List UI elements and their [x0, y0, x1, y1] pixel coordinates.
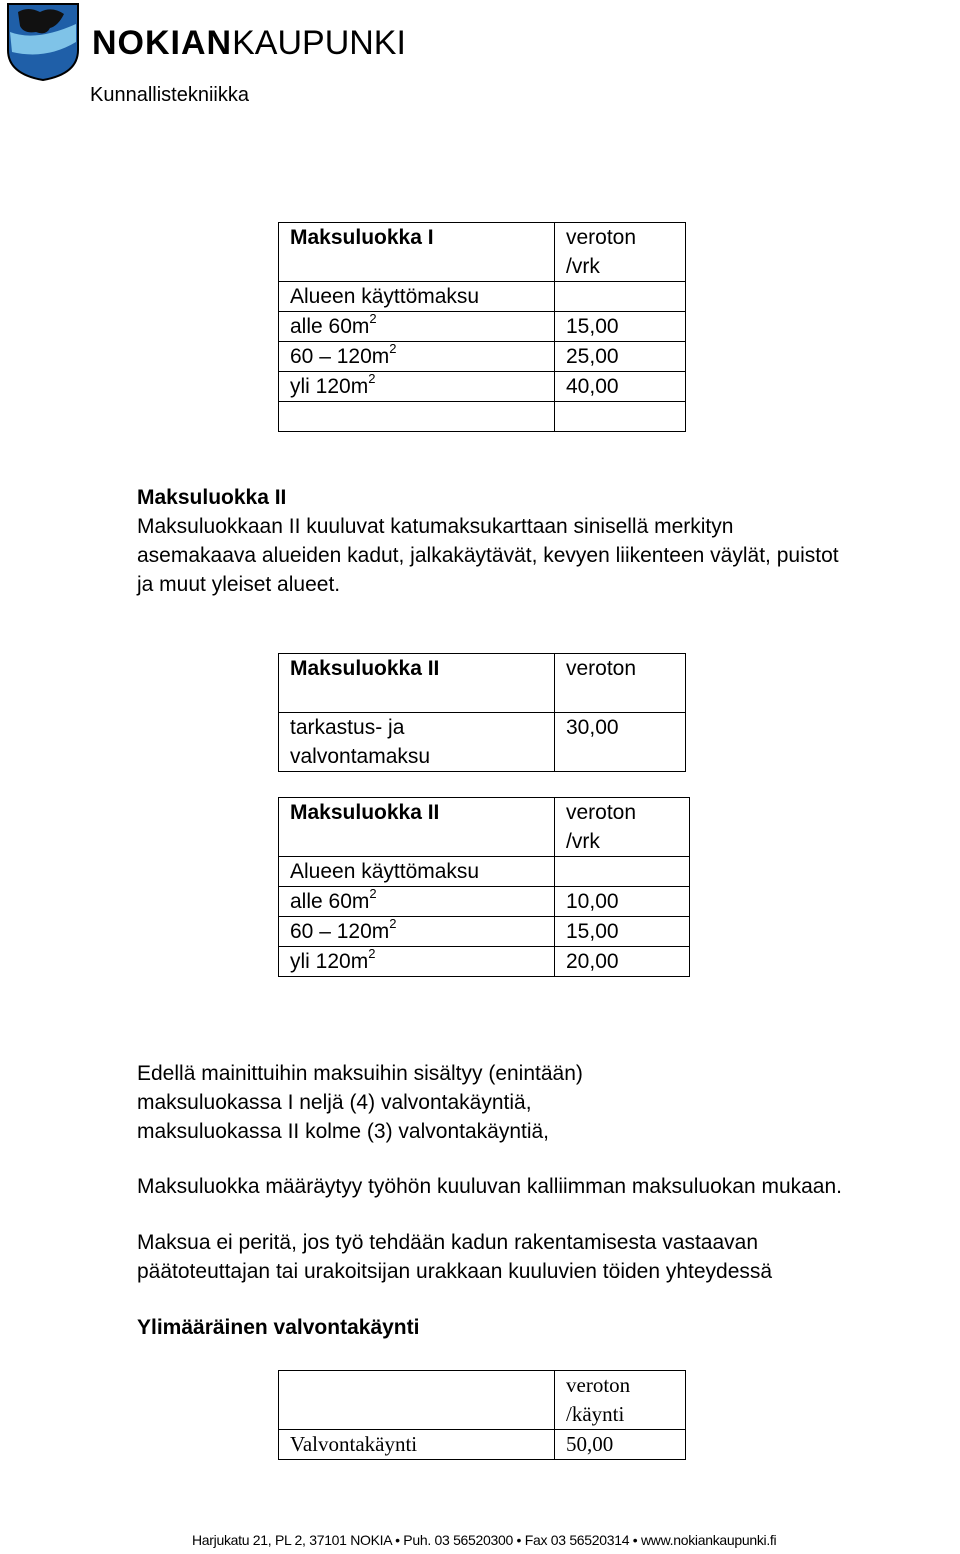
unit-cell: veroton /käynti [555, 1371, 686, 1430]
class-2-description [137, 483, 839, 599]
row-label: Alueen käyttömaksu [279, 857, 555, 887]
fee-table-class-2 [278, 797, 690, 977]
text-line: ja muut yleiset alueet. [137, 573, 341, 596]
included-visits-note [137, 1059, 583, 1146]
city-logo [6, 2, 406, 82]
empty-cell [279, 1371, 555, 1430]
exception-note [137, 1228, 772, 1286]
empty-cell [555, 857, 690, 887]
inspection-fee-table [278, 653, 686, 772]
empty-row [279, 402, 686, 432]
text-line: maksuluokassa I neljä (4) valvontakäyntiä, [137, 1091, 532, 1114]
table-row: yli $120m^2$ 20,00 [279, 947, 690, 977]
row-label: tarkastus- ja valvontamaksu [279, 713, 555, 772]
extra-visit-table [278, 1370, 686, 1460]
table-title: Maksuluokka II [279, 798, 555, 857]
footer-contact: Harjukatu 21, PL 2, 37101 NOKIA • Puh. 03 56520300 • Fax 03 56520314 • www.nokiankaupunki.fi [192, 1532, 777, 1548]
logo-text-light: KAUPUNKI [232, 24, 406, 62]
unit-cell: veroton /vrk [555, 798, 690, 857]
text-line: Maksua ei peritä, jos työ tehdään kadun rakentamisesta vastaavan [137, 1231, 759, 1254]
extra-visit-heading: Ylimääräinen valvontakäynti [137, 1316, 420, 1339]
class-2-heading: Maksuluokka II [137, 486, 287, 509]
text-line: päätoteuttajan tai urakoitsijan urakkaan kuuluvien töiden yhteydessä [137, 1260, 773, 1283]
table-row: yli $120m^2$ 40,00 [279, 372, 686, 402]
logo-text-bold: NOKIAN [92, 24, 233, 62]
text-line: asemakaava alueiden kadut, jalkakäytävät, kevyen liikenteen väylät, puistot [137, 544, 839, 567]
table-row: alle $60m^2$ 10,00 [279, 887, 690, 917]
table-title: Maksuluokka I [279, 223, 555, 282]
table-row: $60 - 120m^2$ 15,00 [279, 917, 690, 947]
fee-table-class-1 [278, 222, 686, 432]
text-line: maksuluokassa II kolme (3) valvontakäyntiä, [137, 1120, 550, 1143]
table-row: alle $60m^2$ 15,00 [279, 312, 686, 342]
unit-cell: veroton [555, 654, 686, 713]
row-label: Valvontakäynti [279, 1430, 555, 1460]
table-row [279, 1430, 686, 1460]
table-row: $60 - 120m^2$ 25,00 [279, 342, 686, 372]
table-title: Maksuluokka II [279, 654, 555, 713]
text-line: Edellä mainittuihin maksuihin sisältyy (enintään) [137, 1062, 583, 1085]
class-rule-note: Maksuluokka määräytyy työhön kuuluvan kalliimman maksuluokan mukaan. [137, 1175, 842, 1198]
empty-cell [555, 282, 686, 312]
value-cell: 50,00 [555, 1430, 686, 1460]
value-cell: 30,00 [555, 713, 686, 772]
section-label: Kunnallistekniikka [90, 84, 249, 106]
text-line: Maksuluokkaan II kuuluvat katumaksukarttaan sinisellä merkityn [137, 515, 734, 538]
row-label: Alueen käyttömaksu [279, 282, 555, 312]
unit-cell: veroton /vrk [555, 223, 686, 282]
